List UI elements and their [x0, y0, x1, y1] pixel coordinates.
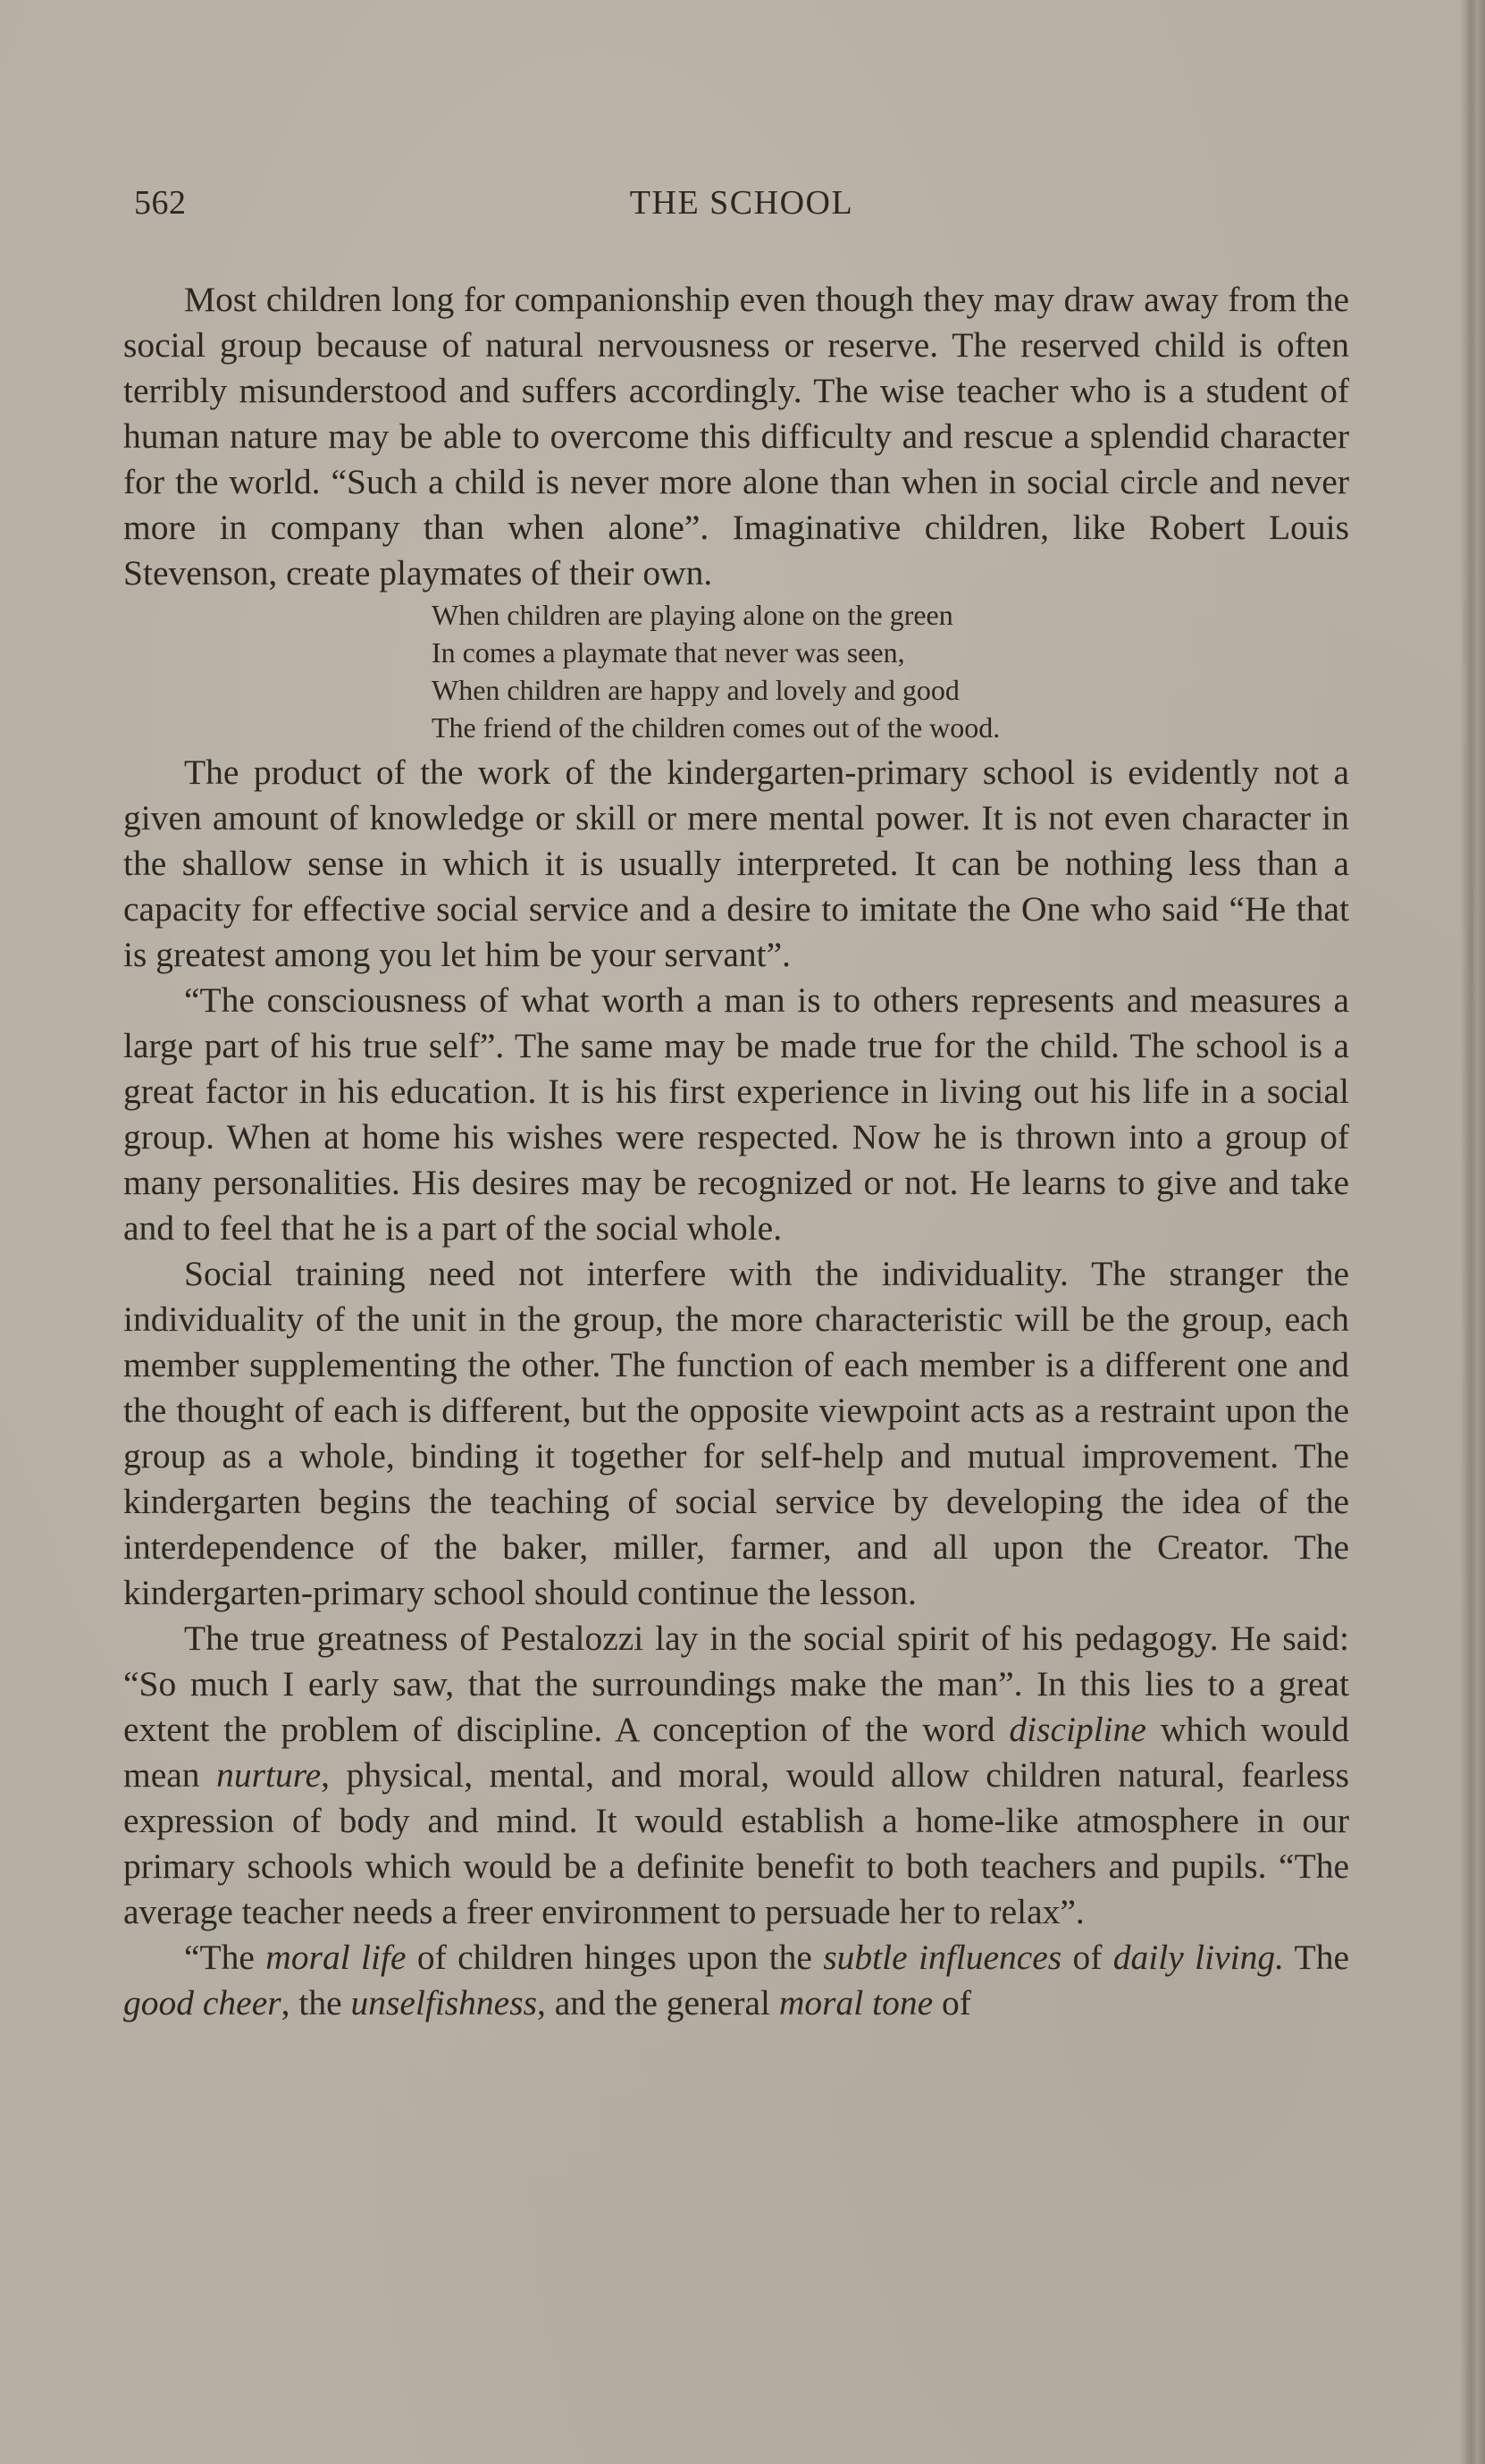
italic-term: moral life [265, 1938, 407, 1977]
italic-term: subtle influences [823, 1938, 1062, 1977]
body-text [123, 277, 1349, 2026]
paragraph-text: of [933, 1983, 971, 2022]
paragraph-text: Social training need not interfere with the individuality. The stranger the individuality of the unit in the group, the more characteristic will be the group, each member supplementing the other. The function of each member is a different one and the thought of each is different, but the opposite viewpoint acts as a restraint upon the group as a whole, binding it together for self-help and mutual improvement. The kindergarten begins the teaching of social service by developing the idea of the interdependence of the baker, miller, farmer, and all upon the Creator. The kindergarten-primary school should continue the lesson. [123, 1254, 1349, 1612]
paragraph-text: “The consciousness of what worth a man is to others represents and measures a large part of his true self”. The same may be made true for the child. The school is a great factor in his education. It is his first experience in living out his life in a social group. When at home his wishes were respected. Now he is thrown into a group of many personalities. His desires may be recognized or not. He learns to give and take and to feel that he is a part of the social whole. [123, 980, 1349, 1248]
running-title: THE SCHOOL [629, 184, 854, 222]
page-edge-shadow [1460, 0, 1485, 2464]
poem-line: When children are happy and lovely and good [432, 674, 960, 706]
paragraph [123, 1251, 1349, 1616]
poem-line: In comes a playmate that never was seen, [432, 636, 905, 669]
paragraph [123, 750, 1349, 978]
italic-term: good cheer [123, 1983, 281, 2022]
paragraph-text: “The [184, 1938, 266, 1977]
paragraph-text: of children hinges upon the [406, 1938, 824, 1977]
poem-line: The friend of the children comes out of the wood. [432, 711, 1001, 744]
paragraph-text: , the [281, 1983, 351, 2022]
paragraph-text: The true greatness of Pestalozzi lay in the social spirit of his pedagogy. He said: “So much I early saw, that the surroundings make the man”. In this lies to a great extent the problem of discipline. A conception of the word [123, 1619, 1349, 1749]
italic-term: unselfishness [350, 1983, 537, 2022]
paragraph-text: which would mean [123, 1710, 1349, 1795]
page-number: 562 [134, 184, 187, 222]
paragraph [123, 1935, 1349, 2026]
paragraph [123, 1616, 1349, 1935]
poem-line: When children are playing alone on the green [432, 599, 953, 631]
italic-term: discipline [1009, 1710, 1146, 1749]
paragraph-text: , physical, mental, and moral, would allow children natural, fearless expression of body and mind. It would establish a home-like atmosphere in our primary schools which would be a definite benefit to both teachers and pupils. “The average teacher needs a freer environment to persuade her to relax”. [123, 1755, 1349, 1931]
paragraph-text: of [1061, 1938, 1113, 1977]
paragraph [123, 978, 1349, 1251]
italic-term: daily living. [1112, 1938, 1284, 1977]
paragraph-text: , and the general [536, 1983, 779, 2022]
italic-term: moral tone [778, 1983, 934, 2022]
paragraph-text: Most children long for companionship even though they may draw away from the social group because of natural nervousness or reserve. The reserved child is often terribly misunderstood and suffers accordingly. The wise teacher who is a student of human nature may be able to overcome this difficulty and rescue a splendid character for the world. “Such a child is never more alone than when in social circle and never more in company than when alone”. Imaginative children, like Robert Louis Stevenson, create playmates of their own. [123, 280, 1349, 593]
paragraph [123, 277, 1349, 596]
paragraph-text: The [1283, 1938, 1350, 1977]
page-header [134, 183, 1349, 237]
paragraph-text: The product of the work of the kindergarten-primary school is evidently not a given amount of knowledge or skill or mere mental power. It is not even character in the shallow sense in which it is usually interpreted. It can be nothing less than a capacity for effective social service and a desire to imitate the One who said “He that is greatest among you let him be your servant”. [123, 753, 1349, 974]
italic-term: nurture [216, 1755, 322, 1795]
poem-quote [432, 596, 1349, 746]
